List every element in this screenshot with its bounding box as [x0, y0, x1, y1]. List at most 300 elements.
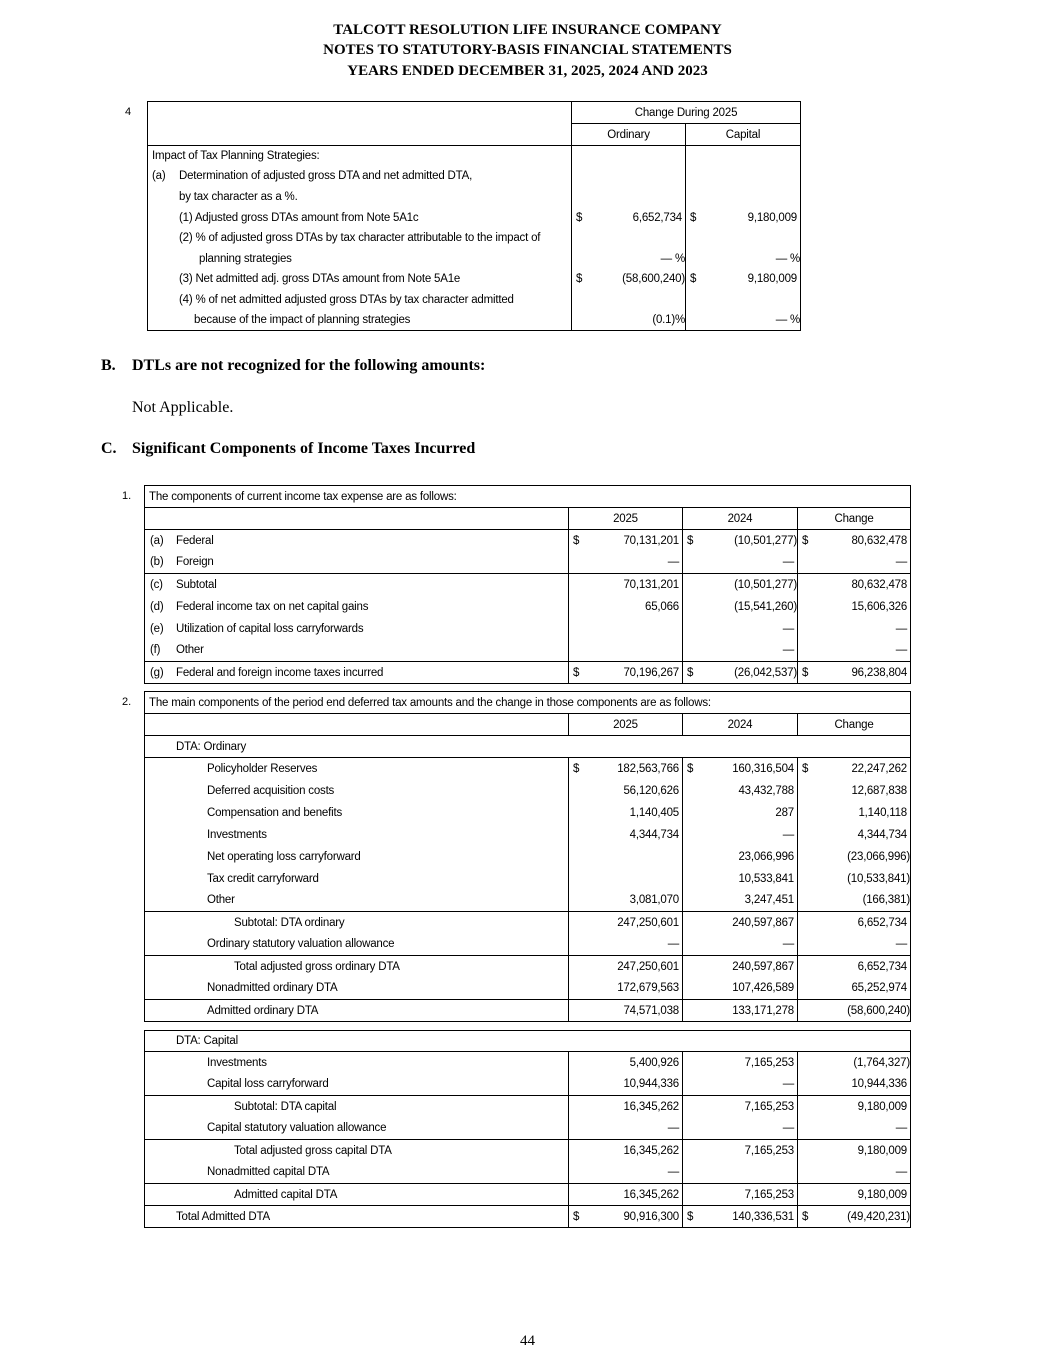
value-cell [569, 574, 683, 596]
cell-value: — [667, 1166, 679, 1179]
cell-value: (58,600,240) [622, 273, 685, 286]
row-label: Admitted capital DTA [234, 1188, 338, 1201]
row-label-cell [145, 618, 569, 640]
value-cell [798, 978, 911, 1000]
table-row [148, 187, 801, 208]
value-cell [683, 618, 798, 640]
cell-value: 140,336,531 [732, 1210, 794, 1223]
cell-value: 4,344,734 [857, 828, 907, 841]
cell-value: 90,916,300 [623, 1210, 679, 1223]
table-row [145, 978, 911, 1000]
table-row [145, 530, 911, 552]
cell-value: — [895, 1166, 907, 1179]
value-cell [572, 290, 686, 311]
value-cell [798, 1000, 911, 1022]
value-cell [683, 640, 798, 662]
row-marker: (f) [150, 644, 161, 657]
row-label-cell [148, 166, 572, 187]
value-cell [569, 1206, 683, 1228]
row-label-cell [148, 269, 572, 290]
value-cell [686, 207, 801, 228]
value-cell [798, 552, 911, 574]
cell-value: — [895, 622, 908, 635]
value-cell [683, 1184, 798, 1206]
cell-value: 172,679,563 [617, 982, 679, 995]
table-row [145, 574, 911, 596]
currency-symbol: $ [802, 666, 809, 679]
value-cell [683, 1140, 798, 1162]
blank-header-cell [148, 102, 572, 124]
cell-value: — [895, 1122, 907, 1135]
cell-value: 7,165,253 [744, 1144, 794, 1157]
row-label: Policyholder Reserves [207, 762, 318, 775]
value-cell [569, 1000, 683, 1022]
row-marker: (e) [150, 622, 164, 635]
group-header: Change During 2025 [572, 102, 801, 124]
table-title: The components of current income tax expense are as follows: [149, 490, 457, 503]
table-row [145, 824, 911, 846]
value-cell [686, 269, 801, 290]
table-row [145, 956, 911, 978]
row-label: Nonadmitted capital DTA [207, 1166, 330, 1179]
cell-value: — [667, 938, 679, 951]
currency-symbol: $ [687, 666, 694, 679]
row-label: Tax credit carryforward [207, 872, 319, 885]
current-income-tax-table [144, 485, 911, 684]
row-label-cell [145, 846, 569, 868]
row-label-cell [145, 978, 569, 1000]
value-cell [569, 596, 683, 618]
table-row [145, 758, 911, 780]
table-row [145, 1162, 911, 1184]
row-label-cell [145, 640, 569, 662]
row-marker: (d) [150, 600, 164, 613]
row-marker: (c) [150, 578, 163, 591]
value-cell [798, 1184, 911, 1206]
currency-symbol: $ [802, 534, 809, 547]
table-row [148, 228, 801, 249]
row-label: Impact of Tax Planning Strategies: [152, 150, 320, 163]
row-label: Subtotal: DTA ordinary [234, 916, 345, 929]
row-label: Ordinary statutory valuation allowance [207, 938, 395, 951]
company-name: TALCOTT RESOLUTION LIFE INSURANCE COMPANY [333, 22, 722, 38]
value-cell [569, 552, 683, 574]
cell-value: 16,345,262 [623, 1100, 679, 1113]
cell-value: 9,180,009 [747, 273, 798, 286]
cell-value: 240,597,867 [732, 916, 794, 929]
cell-value: 80,632,478 [851, 578, 908, 591]
value-cell [569, 530, 683, 552]
cell-value: — [667, 1122, 679, 1135]
value-cell [683, 1052, 798, 1074]
blank-header-cell [145, 508, 569, 530]
cell-value: — [782, 556, 794, 569]
table-row [145, 846, 911, 868]
row-label-cell [148, 290, 572, 311]
value-cell [569, 640, 683, 662]
value-cell [683, 802, 798, 824]
cell-value: 1,140,118 [858, 806, 907, 819]
value-cell [798, 912, 911, 934]
row-label-cell [145, 802, 569, 824]
value-cell [798, 824, 911, 846]
value-cell [569, 1118, 683, 1140]
cell-value: 7,165,253 [744, 1188, 794, 1201]
value-cell [798, 574, 911, 596]
cell-value: 10,533,841 [738, 872, 794, 885]
table-row [145, 1074, 911, 1096]
cell-value: 6,652,734 [857, 916, 907, 929]
table-row [145, 1118, 911, 1140]
value-cell [683, 530, 798, 552]
row-label-cell [145, 596, 569, 618]
deferred-tax-ordinary-table [144, 691, 911, 1022]
row-label: planning strategies [199, 252, 292, 265]
value-cell [569, 890, 683, 912]
currency-symbol: $ [573, 666, 580, 679]
currency-symbol: $ [576, 211, 583, 224]
currency-symbol: $ [576, 273, 583, 286]
cell-value: — [782, 1078, 794, 1091]
value-cell [572, 228, 686, 249]
value-cell [798, 934, 911, 956]
row-label: Admitted ordinary DTA [207, 1004, 319, 1017]
row-label-cell [145, 1206, 569, 1228]
cell-value: 10,944,336 [851, 1078, 907, 1091]
row-label-cell [145, 552, 569, 574]
value-cell [798, 1206, 911, 1228]
row-label: because of the impact of planning strategies [194, 314, 411, 327]
cell-value: — [782, 644, 794, 657]
cell-value: 9,180,009 [857, 1100, 907, 1113]
section-b-body: Not Applicable. [132, 399, 234, 416]
value-cell [569, 1184, 683, 1206]
cell-value: 16,345,262 [623, 1144, 679, 1157]
row-label-cell [145, 1162, 569, 1184]
section-letter: B. [101, 357, 116, 374]
row-marker: (a) [150, 534, 164, 547]
cell-value: (0.1)% [652, 314, 685, 327]
table-row [145, 662, 911, 684]
row-label-cell [145, 934, 569, 956]
row-label-cell [145, 758, 569, 780]
table-row [145, 890, 911, 912]
value-cell [798, 868, 911, 890]
blank-header-cell [148, 124, 572, 146]
tax-planning-table [147, 101, 801, 331]
row-label-cell [145, 662, 569, 684]
value-cell [798, 802, 911, 824]
cell-value: 96,238,804 [851, 666, 908, 679]
table-row [145, 1140, 911, 1162]
currency-symbol: $ [573, 762, 580, 775]
cell-value: 133,171,278 [732, 1004, 794, 1017]
row-label: (3) Net admitted adj. gross DTAs amount from Note 5A1e [179, 273, 461, 286]
row-label: Investments [207, 1056, 267, 1069]
cell-value: 7,165,253 [744, 1100, 794, 1113]
row-label: Utilization of capital loss carryforwards [176, 622, 364, 635]
value-cell [798, 1052, 911, 1074]
table4-number: 4 [125, 106, 132, 118]
cell-value: 6,652,734 [857, 960, 907, 973]
row-label: Total adjusted gross capital DTA [234, 1144, 392, 1157]
cell-value: (49,420,231) [847, 1210, 910, 1223]
cell-value: — [895, 938, 907, 951]
value-cell [569, 780, 683, 802]
cell-value: 12,687,838 [851, 784, 907, 797]
cell-value: 160,316,504 [732, 762, 794, 775]
table-row [145, 780, 911, 802]
value-cell [798, 780, 911, 802]
row-label: Capital statutory valuation allowance [207, 1122, 387, 1135]
cell-value: 9,180,009 [747, 211, 798, 224]
value-cell [798, 846, 911, 868]
value-cell [569, 1096, 683, 1118]
table-row [145, 1052, 911, 1074]
cell-value: — [782, 938, 794, 951]
cell-value: 70,131,201 [623, 534, 679, 547]
table-row [145, 1206, 911, 1228]
cell-value: (58,600,240) [847, 1004, 910, 1017]
value-cell [686, 146, 801, 167]
row-label: Other [176, 644, 204, 657]
table-row [145, 868, 911, 890]
cell-value: 9,180,009 [857, 1144, 907, 1157]
row-label-cell [145, 530, 569, 552]
cell-value: 15,606,326 [851, 600, 908, 613]
value-cell [683, 978, 798, 1000]
row-label-cell [145, 868, 569, 890]
row-label-cell [145, 1052, 569, 1074]
row-label: Other [207, 894, 235, 907]
cell-value: 5,400,926 [629, 1056, 679, 1069]
cell-value: — % [775, 252, 801, 265]
currency-symbol: $ [687, 534, 694, 547]
cell-value: 70,131,201 [623, 578, 679, 591]
table-row [145, 618, 911, 640]
cell-value: 65,066 [645, 600, 679, 613]
value-cell [569, 934, 683, 956]
value-cell [569, 662, 683, 684]
table-row [145, 934, 911, 956]
column-header: Change [798, 714, 911, 736]
value-cell [686, 310, 801, 331]
capital-heading: DTA: Capital [176, 1035, 238, 1047]
row-label-cell [148, 146, 572, 167]
cell-value: (10,533,841) [847, 872, 910, 885]
value-cell [683, 1206, 798, 1228]
cell-value: 247,250,601 [617, 916, 679, 929]
table-row [145, 1184, 911, 1206]
currency-symbol: $ [690, 273, 697, 286]
value-cell [683, 1118, 798, 1140]
row-label: (1) Adjusted gross DTAs amount from Note 5A1c [179, 211, 419, 224]
value-cell [572, 187, 686, 208]
row-label: Net operating loss carryforward [207, 850, 361, 863]
value-cell [798, 1096, 911, 1118]
value-cell [569, 978, 683, 1000]
row-label-cell [145, 780, 569, 802]
row-label-cell [145, 574, 569, 596]
cell-value: — [895, 556, 908, 569]
document-period: YEARS ENDED DECEMBER 31, 2025, 2024 AND 2023 [347, 63, 708, 79]
value-cell [572, 248, 686, 269]
value-cell [572, 269, 686, 290]
column-header: 2025 [569, 508, 683, 530]
value-cell [569, 802, 683, 824]
row-label-cell [145, 890, 569, 912]
value-cell [798, 1118, 911, 1140]
value-cell [798, 618, 911, 640]
currency-symbol: $ [687, 762, 694, 775]
row-label: Federal [176, 534, 214, 547]
section-b-heading [101, 357, 486, 375]
value-cell [798, 662, 911, 684]
section-letter: C. [101, 440, 117, 457]
value-cell [569, 956, 683, 978]
cell-value: 182,563,766 [617, 762, 679, 775]
value-cell [798, 1162, 911, 1184]
table-row [145, 596, 911, 618]
value-cell [569, 824, 683, 846]
value-cell [572, 166, 686, 187]
row-label-cell [145, 1140, 569, 1162]
ordinary-heading: DTA: Ordinary [145, 736, 911, 758]
cell-value: 240,597,867 [732, 960, 794, 973]
cell-value: 74,571,038 [623, 1004, 679, 1017]
cell-value: (23,066,996) [847, 850, 910, 863]
column-header: Change [798, 508, 911, 530]
value-cell [683, 596, 798, 618]
page-number: 44 [520, 1333, 535, 1349]
row-label-cell [148, 228, 572, 249]
table-row [148, 207, 801, 228]
value-cell [686, 187, 801, 208]
value-cell [686, 166, 801, 187]
value-cell [683, 552, 798, 574]
value-cell [683, 1162, 798, 1184]
section-title: DTLs are not recognized for the following amounts: [132, 357, 486, 374]
cell-value: (10,501,277) [734, 534, 797, 547]
cell-value: (15,541,260) [734, 600, 797, 613]
value-cell [683, 956, 798, 978]
value-cell [798, 1074, 911, 1096]
value-cell [798, 596, 911, 618]
value-cell [683, 662, 798, 684]
row-label: Nonadmitted ordinary DTA [207, 982, 338, 995]
table-row [148, 166, 801, 187]
cell-value: 70,196,267 [623, 666, 679, 679]
currency-symbol: $ [690, 211, 697, 224]
value-cell [683, 1000, 798, 1022]
row-label: Total adjusted gross ordinary DTA [234, 960, 400, 973]
row-label-cell [145, 1118, 569, 1140]
row-label: Compensation and benefits [207, 806, 343, 819]
cell-value: (166,381) [862, 894, 910, 907]
value-cell [798, 890, 911, 912]
cell-value: 6,652,734 [632, 211, 682, 224]
row-label: Subtotal: DTA capital [234, 1100, 337, 1113]
value-cell [569, 618, 683, 640]
value-cell [569, 1074, 683, 1096]
row-label: Foreign [176, 556, 214, 569]
column-header: 2024 [683, 508, 798, 530]
row-label-cell [145, 824, 569, 846]
cell-value: — [782, 828, 794, 841]
row-label: Determination of adjusted gross DTA and net admitted DTA, [179, 170, 473, 183]
cell-value: 9,180,009 [857, 1188, 907, 1201]
row-label-cell [145, 1074, 569, 1096]
section-title: Significant Components of Income Taxes Incurred [132, 440, 476, 457]
row-marker: (a) [152, 170, 166, 183]
row-label: Investments [207, 828, 267, 841]
row-label-cell [145, 912, 569, 934]
value-cell [798, 1140, 911, 1162]
value-cell [683, 934, 798, 956]
cell-value: 23,066,996 [738, 850, 794, 863]
deferred-tax-capital-table [144, 1030, 911, 1228]
cell-value: (1,764,327) [853, 1056, 910, 1069]
value-cell [569, 758, 683, 780]
row-label: Deferred acquisition costs [207, 784, 335, 797]
cell-value: — [782, 622, 794, 635]
cell-value: 43,432,788 [738, 784, 794, 797]
value-cell [683, 1074, 798, 1096]
cell-value: 247,250,601 [617, 960, 679, 973]
currency-symbol: $ [573, 534, 580, 547]
value-cell [683, 1096, 798, 1118]
cell-value: 3,081,070 [629, 894, 679, 907]
cell-value: 22,247,262 [851, 762, 907, 775]
value-cell [798, 530, 911, 552]
cell-value: 80,632,478 [851, 534, 908, 547]
cell-value: 107,426,589 [732, 982, 794, 995]
row-label-cell [148, 310, 572, 331]
table-row [145, 1096, 911, 1118]
column-header: Capital [686, 124, 801, 146]
value-cell [572, 310, 686, 331]
value-cell [683, 574, 798, 596]
table-row [145, 912, 911, 934]
cell-value: 10,944,336 [623, 1078, 679, 1091]
value-cell [686, 248, 801, 269]
value-cell [798, 758, 911, 780]
value-cell [569, 846, 683, 868]
cell-value: — [667, 556, 679, 569]
cell-value: — [782, 1122, 794, 1135]
document-title: NOTES TO STATUTORY-BASIS FINANCIAL STATEMENTS [323, 42, 732, 58]
row-label: (2) % of adjusted gross DTAs by tax character attributable to the impact of [179, 232, 541, 245]
value-cell [683, 912, 798, 934]
row-label: Federal income tax on net capital gains [176, 600, 369, 613]
cell-value: (10,501,277) [734, 578, 797, 591]
row-label: Total Admitted DTA [176, 1210, 270, 1223]
value-cell [683, 824, 798, 846]
column-header: Ordinary [572, 124, 686, 146]
cell-value: 3,247,451 [744, 894, 794, 907]
cell-value: — % [775, 314, 801, 327]
cell-value: 65,252,974 [851, 982, 907, 995]
table-row [145, 640, 911, 662]
value-cell [683, 846, 798, 868]
value-cell [683, 868, 798, 890]
row-label-cell [148, 248, 572, 269]
blank-header-cell [145, 714, 569, 736]
section-c-heading [101, 440, 476, 458]
value-cell [683, 780, 798, 802]
value-cell [686, 228, 801, 249]
row-label: Subtotal [176, 578, 217, 591]
